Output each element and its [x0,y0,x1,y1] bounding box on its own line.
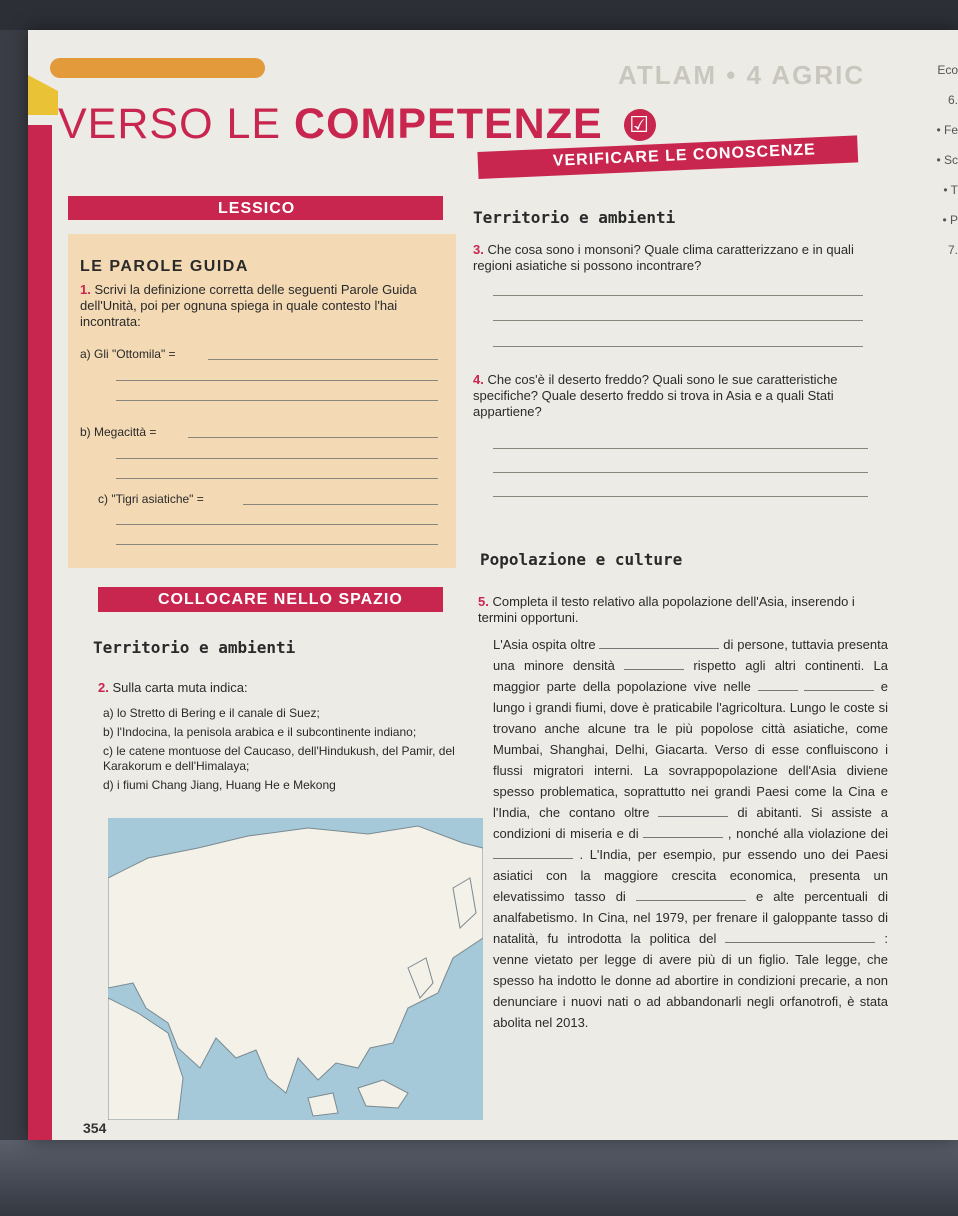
cloze-segment: rispetto agli altri continenti. La maggior parte della popolazione vive nelle [493,658,888,694]
answer-line[interactable] [116,544,438,545]
answer-line[interactable] [493,320,863,321]
margin-note: Eco [937,63,958,77]
answer-line[interactable] [116,380,438,381]
question-5 [478,594,858,626]
verificare-section-bar: VERIFICARE LE CONOSCENZE [477,135,858,179]
cloze-blank[interactable] [725,930,875,943]
cloze-segment: , nonché alla violazione dei [727,826,889,841]
cloze-segment: di persone, tuttavia presenta una minore densità [493,637,888,673]
cloze-segment: di abitanti. Si assiste a condizioni di miseria e di [493,805,888,841]
red-spine [28,125,52,1140]
yellow-tab-decoration [28,75,58,115]
title-bold: COMPETENZE [294,100,603,148]
cloze-blank[interactable] [599,636,719,649]
definition-label-a: a) Gli "Ottomila" = [80,347,176,361]
map-task-item: c) le catene montuose del Caucaso, dell'Hindukush, del Pamir, del Karakorum e dell'Himalaya; [103,744,455,773]
blank-map-asia[interactable] [108,818,483,1120]
page-title [58,100,656,149]
question-3 [473,242,868,274]
lessico-section-bar: LESSICO [68,196,443,220]
margin-notes [918,55,958,265]
cloze-segment: : venne vietato per legge di avere più di un figlio. Tale legge, che spesso ha indotto le donne ad abortire in condizioni precarie, a non denunciare i nuovi nati o ad abbandonarli negli orfanotrofi, è stata abolita nel 2013. [493,931,888,1030]
question-text: Che cos'è il deserto freddo? Quali sono le sue caratteristiche specifiche? Quale deserto freddo si trova in Asia e a quali Stati appartiene? [473,372,838,419]
margin-note: • Sc [936,153,958,167]
answer-line[interactable] [116,478,438,479]
asia-map-graphic [108,818,483,1120]
answer-line[interactable] [493,496,868,497]
cloze-blank[interactable] [758,678,798,691]
question-number: 2. [98,680,109,695]
cloze-segment: . L'India, per esempio, pur essendo uno dei Paesi asiatici con la maggiore crescita economica, presenta un elevatissimo tasso di [493,847,888,904]
answer-line[interactable] [116,524,438,525]
cloze-blank[interactable] [643,825,723,838]
section-heading-territorio-2: Territorio e ambienti [93,638,296,657]
cloze-blank[interactable] [658,804,728,817]
definition-label-c: c) "Tigri asiatiche" = [98,492,204,506]
map-task-list [103,706,463,793]
margin-note: • T [943,183,958,197]
question-number: 4. [473,372,484,387]
question-text: Sulla carta muta indica: [112,680,248,695]
answer-line[interactable] [493,295,863,296]
answer-line[interactable] [493,448,868,449]
definition-label-b: b) Megacittà = [80,425,157,439]
question-text: Completa il testo relativo alla popolazione dell'Asia, inserendo i termini opportuni. [478,594,855,625]
cloze-segment: L'Asia ospita oltre [493,637,596,652]
map-task-item: d) i fiumi Chang Jiang, Huang He e Mekong [103,778,336,792]
margin-note: 7. [947,243,958,257]
question-4 [473,372,873,420]
textbook-page [28,30,958,1140]
map-task-item: b) l'Indocina, la penisola arabica e il subcontinente indiano; [103,725,417,739]
answer-line[interactable] [116,458,438,459]
answer-line[interactable] [188,437,438,438]
answer-line[interactable] [493,346,863,347]
parole-guida-title: LE PAROLE GUIDA [80,258,249,275]
background-floor [0,1140,958,1216]
question-number: 3. [473,242,484,257]
question-2 [98,680,248,696]
cloze-blank[interactable] [624,657,684,670]
margin-note: 6. [947,93,958,107]
question-number: 1. [80,282,91,297]
section-heading-popolazione: Popolazione e culture [480,550,683,569]
question-text: Scrivi la definizione corretta delle seguenti Parole Guida dell'Unità, poi per ognuna spiega in quale contesto l'hai incontrata: [80,282,417,329]
margin-note: • Fe [936,123,958,137]
answer-line[interactable] [208,359,438,360]
margin-note: • P [942,213,958,227]
page-number: 354 [83,1120,107,1136]
map-task-item: a) lo Stretto di Bering e il canale di Suez; [103,706,320,720]
bleed-through-text: ATLAM • 4 AGRIC [618,60,866,90]
question-number: 5. [478,594,489,609]
collocare-section-bar: COLLOCARE NELLO SPAZIO [98,587,443,612]
cloze-blank[interactable] [636,888,746,901]
question-text: Che cosa sono i monsoni? Quale clima caratterizzano e in quali regioni asiatiche si possono incontrare? [473,242,854,273]
orange-header-bar [50,58,265,78]
cloze-segment: e lungo i grandi fiumi, dove è praticabile l'agricoltura. Lungo le coste si trovano anche alcune tra le più popolose città asiatiche, come Mumbai, Shanghai, Delhi, Giacarta. Verso di esse confluiscono i flussi migratori interni. La sovrappopolazione dell'Asia diviene spesso problematica, soprattutto nei grandi Paesi come la Cina e l'India, che contano oltre [493,679,888,820]
cloze-blank[interactable] [493,846,573,859]
cloze-segment: e alte percentuali di analfabetismo. In Cina, nel 1979, per frenare il galoppante tasso di natalità, fu introdotta la politica del [493,889,888,946]
answer-line[interactable] [243,504,438,505]
cloze-text [493,634,888,1033]
competence-badge-icon: ☑ [624,109,656,141]
answer-line[interactable] [493,472,868,473]
question-1 [80,282,450,330]
answer-line[interactable] [116,400,438,401]
background-top [0,0,958,30]
title-thin: VERSO LE [58,100,282,148]
section-heading-territorio: Territorio e ambienti [473,208,676,227]
cloze-blank[interactable] [804,678,874,691]
